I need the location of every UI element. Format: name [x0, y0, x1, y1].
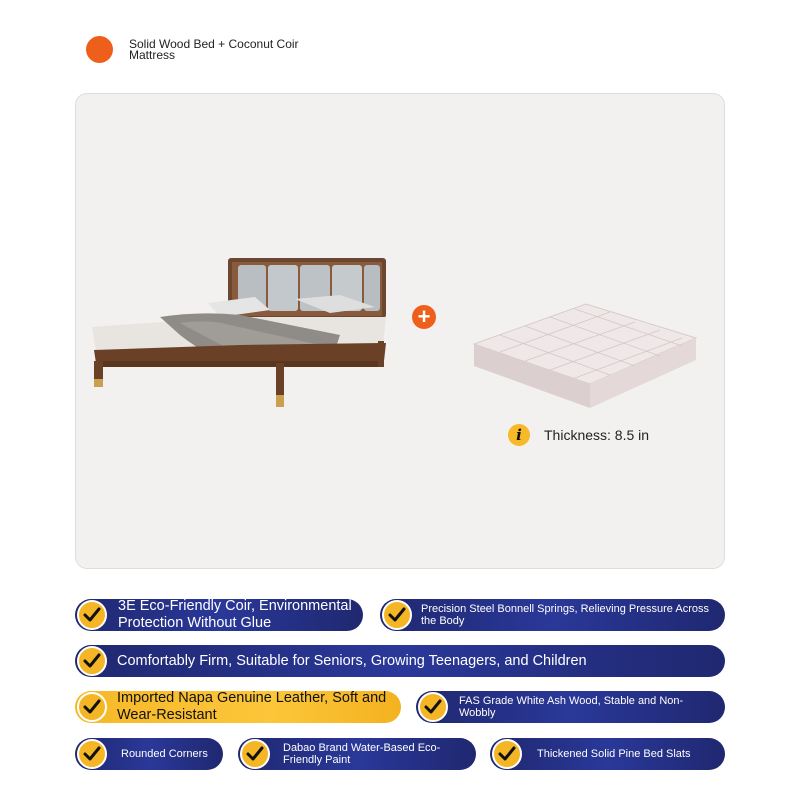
thickness-info	[508, 424, 649, 446]
feature-badge	[380, 599, 725, 631]
feature-text: Comfortably Firm, Suitable for Seniors, Growing Teenagers, and Children	[117, 652, 587, 669]
feature-badge	[238, 738, 476, 770]
feature-text: Precision Steel Bonnell Springs, Relieving Pressure Across the Body	[421, 603, 709, 627]
check-icon	[77, 600, 107, 630]
feature-text: Imported Napa Genuine Leather, Soft and Wear-Resistant	[117, 691, 387, 723]
feature-badge	[75, 645, 725, 677]
check-icon	[77, 739, 107, 769]
info-icon: i	[508, 424, 530, 446]
header	[86, 36, 329, 63]
feature-badge	[416, 691, 725, 723]
brand-dot	[86, 36, 113, 63]
plus-icon: +	[412, 305, 436, 329]
product-title: Solid Wood Bed + Coconut Coir Mattress	[129, 36, 299, 62]
check-icon	[382, 600, 412, 630]
feature-text: Thickened Solid Pine Bed Slats	[537, 748, 691, 760]
check-icon	[240, 739, 270, 769]
feature-text: FAS Grade White Ash Wood, Stable and Non-Wobbly	[459, 695, 684, 719]
feature-badge	[75, 738, 223, 770]
feature-badge	[75, 599, 363, 631]
thickness-label: Thickness: 8.5 in	[544, 427, 650, 443]
feature-badge	[490, 738, 725, 770]
check-icon	[77, 646, 107, 676]
check-icon	[77, 692, 107, 722]
feature-text: Dabao Brand Water-Based Eco-Friendly Paint	[283, 742, 441, 766]
check-icon	[418, 692, 448, 722]
check-icon	[492, 739, 522, 769]
feature-text: 3E Eco-Friendly Coir, Environmental Protection Without Glue	[118, 599, 352, 631]
mattress-image	[470, 300, 702, 412]
bed-image	[90, 255, 390, 410]
feature-text: Rounded Corners	[121, 748, 208, 760]
feature-badge	[75, 691, 401, 723]
